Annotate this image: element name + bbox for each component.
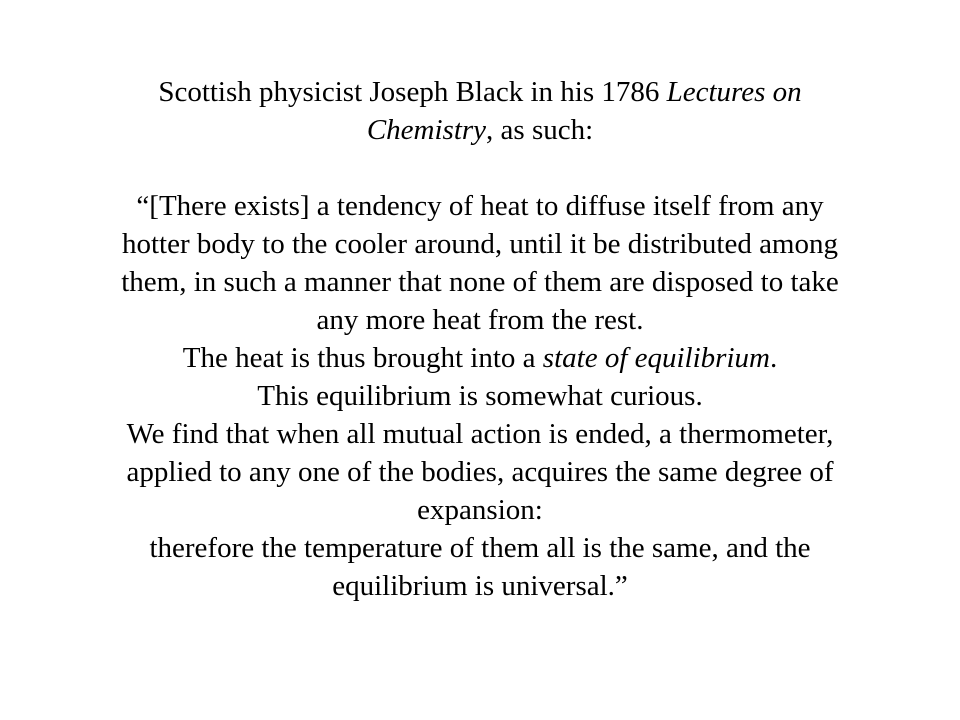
equilibrium-term: state of equilibrium	[542, 342, 770, 374]
quotation	[60, 187, 900, 605]
intro-line-2	[60, 111, 900, 149]
quote-line-5-pre: The heat is thus brought into a	[182, 342, 543, 374]
quote-line-3: them, in such a manner that none of them are disposed to take	[121, 266, 839, 298]
book-title-part-2: Chemistry	[366, 114, 487, 146]
quote-line-8: applied to any one of the bodies, acquires the same degree of	[126, 456, 834, 488]
quote-line-1: “[There exists] a tendency of heat to diffuse itself from any	[136, 190, 824, 222]
quote-line-11: equilibrium is universal.”	[332, 570, 628, 602]
quote-line-9: expansion:	[417, 494, 543, 526]
quote-line-7: We find that when all mutual action is ended, a thermometer,	[126, 418, 834, 450]
quote-line-10: therefore the temperature of them all is the same, and the	[149, 532, 811, 564]
intro-line-1	[60, 73, 900, 111]
quote-line-2: hotter body to the cooler around, until it be distributed among	[122, 228, 838, 260]
intro-text	[60, 73, 900, 149]
quote-line-4: any more heat from the rest.	[316, 304, 644, 336]
quote-line-6: This equilibrium is somewhat curious.	[257, 380, 703, 412]
book-title-part-1: Lectures on	[666, 76, 802, 108]
intro-line-2-text: , as such:	[486, 114, 594, 146]
quote-line-5	[60, 339, 900, 377]
intro-line-1-text: Scottish physicist Joseph Black in his 1786	[158, 76, 667, 108]
quote-line-5-post: .	[769, 342, 778, 374]
